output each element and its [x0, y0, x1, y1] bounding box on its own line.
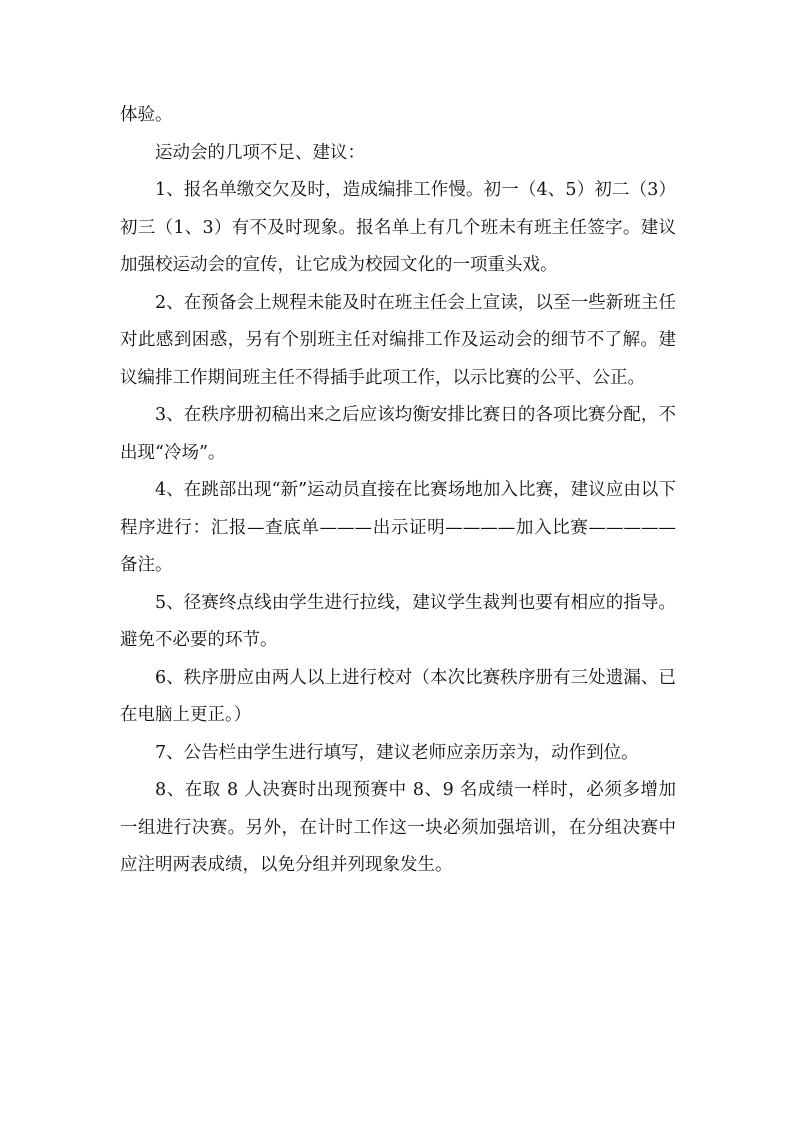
list-item-4: 4、在跳部出现“新”运动员直接在比赛场地加入比赛，建议应由以下程序进行：汇报—查底单———出示证明————加入比赛—————备注。 [120, 480, 676, 575]
list-item-6: 6、秩序册应由两人以上进行校对（本次比赛秩序册有三处遗漏、已在电脑上更正。） [120, 667, 676, 725]
list-item-5: 5、径赛终点线由学生进行拉线，建议学生裁判也要有相应的指导。避免不必要的环节。 [120, 592, 676, 650]
list-item-2: 2、在预备会上规程未能及时在班主任会上宣读，以至一些新班主任对此感到困惑，另有个别班主任对编排工作及运动会的细节不了解。建议编排工作期间班主任不得插手此项工作，以示比赛的公平、公正。 [120, 292, 676, 388]
list-item-8: 8、在取 8 人决赛时出现预赛中 8、9 名成绩一样时，必须多增加一组进行决赛。另外，在计时工作这一块必须加强培训，在分组决赛中应注明两表成绩，以免分组并列现象发生。 [120, 780, 676, 875]
list-item-7: 7、公告栏由学生进行填写，建议老师应亲历亲为，动作到位。 [155, 742, 639, 763]
list-item-3: 3、在秩序册初稿出来之后应该均衡安排比赛日的各项比赛分配，不出现“冷场”。 [120, 405, 676, 463]
section-heading: 运动会的几项不足、建议： [155, 142, 365, 163]
paragraph-continuation: 体验。 [120, 105, 173, 125]
document-body [120, 97, 676, 885]
list-item-1: 1、报名单缴交欠及时，造成编排工作慢。初一（4、5）初二（3）初三（1、3）有不及时现象。报名单上有几个班未有班主任签字。建议加强校运动会的宣传，让它成为校园文化的一项重头戏。 [120, 180, 676, 275]
